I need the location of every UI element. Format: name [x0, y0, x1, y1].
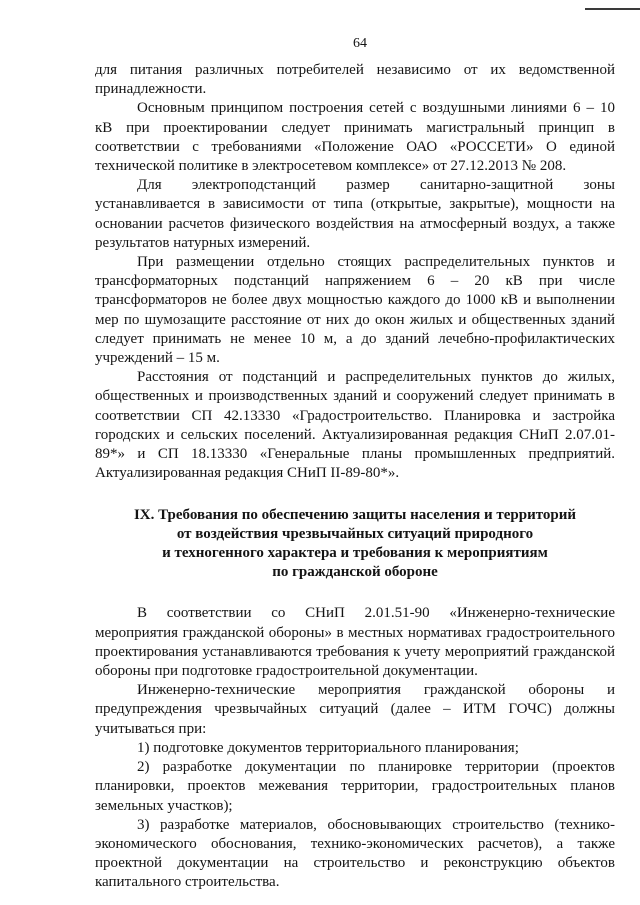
paragraph: для питания различных потребителей независимо от их ведомственной принадлежности. — [95, 62, 615, 98]
paragraph: Для электроподстанций размер санитарно-защитной зоны устанавливается в зависимости от типа (открытые, закрытые), мощности на основании расчетов физического воздействия на атмосферный воздух, а также результатов натурных измерений. — [95, 177, 615, 251]
paragraph: При размещении отдельно стоящих распределительных пунктов и трансформаторных подстанций напряжением 6 – 20 кВ при числе трансформаторов не более двух мощностью каждого до 1000 кВ и выполнении мер по шумозащите расстояние от них до окон жилых и общественных зданий следует принимать не менее 10 м, а до зданий лечебно-профилактических учреждений – 15 м. — [95, 254, 615, 367]
paragraph: В соответствии со СНиП 2.01.51-90 «Инженерно-технические мероприятия гражданской обороны» в местных нормативах градостроительного проектирования устанавливаются требования к учету мероприятий гражданской обороны при подготовке градостроительной документации. — [95, 605, 615, 680]
list-item: 2) разработке документации по планировке территории (проектов планировки, проектов межевания территории, градостроительных планов земельных участков); — [95, 759, 615, 814]
corner-mark — [585, 8, 640, 10]
heading-line: от воздействия чрезвычайных ситуаций природного — [176, 526, 534, 543]
page-number: 64 — [353, 36, 367, 51]
section-heading — [95, 506, 615, 582]
list-item: 3) разработке материалов, обосновывающих строительство (технико-экономического обоснования, технико-экономических расчетов), а также проектной документации на строительство и реконструкцию объектов капитального строительства. — [95, 816, 615, 891]
paragraph: Основным принципом построения сетей с воздушными линиями 6 – 10 кВ при проектировании следует принимать магистральный принцип в соответствии с требованиями «Положение ОАО «РОССЕТИ» О единой технической политике в электросетевом комплексе» от 27.12.2013 № 208. — [95, 100, 615, 175]
list-item: 1) подготовке документов территориального планирования; — [137, 739, 519, 756]
paragraph: Расстояния от подстанций и распределительных пунктов до жилых, общественных и производственных зданий и сооружений следует принимать в соответствии СП 42.13330 «Градостроительство. Планировка и застройка городских и сельских поселений. Актуализированная редакция СНиП 2.07.01-89*» и СП 18.13330 «Генеральные планы промышленных предприятий. Актуализированная редакция СНиП II-89-80*». — [95, 369, 615, 482]
document-body — [95, 61, 615, 893]
paragraph: Инженерно-технические мероприятия гражданской обороны и предупреждения чрезвычайных ситуаций (далее – ИТМ ГОЧС) должны учитываться при: — [95, 682, 615, 737]
heading-line: IX. Требования по обеспечению защиты населения и территорий — [133, 507, 577, 524]
heading-line: и техногенного характера и требования к мероприятиям — [162, 545, 548, 562]
heading-line: по гражданской обороне — [272, 564, 438, 581]
